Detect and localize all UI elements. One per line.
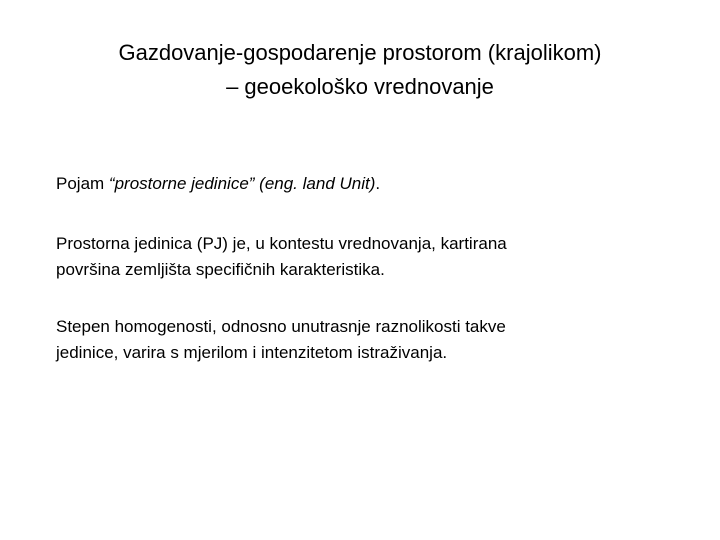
title-line-1: Gazdovanje-gospodarenje prostorom (krajolikom) — [118, 40, 602, 65]
homogeneity-line-1: Stepen homogenosti, odnosno unutrasnje raznolikosti takve — [56, 317, 506, 336]
definition-line-2: površina zemljišta specifičnih karakteristika. — [56, 260, 385, 279]
slide-title — [40, 36, 680, 104]
concept-suffix: . — [375, 174, 381, 193]
paragraph-concept — [56, 171, 656, 197]
paragraph-definition — [56, 231, 656, 283]
homogeneity-line-2: jedinice, varira s mjerilom i intenzitetom istraživanja. — [56, 343, 448, 362]
concept-term: “prostorne jedinice” (eng. land Unit) — [108, 174, 376, 193]
title-line-2: – geoekološko vrednovanje — [226, 74, 494, 99]
definition-line-1: Prostorna jedinica (PJ) je, u kontestu vrednovanja, kartirana — [56, 234, 507, 253]
concept-prefix: Pojam — [56, 174, 109, 193]
concept-line — [56, 171, 656, 197]
paragraph-homogeneity — [56, 314, 656, 366]
